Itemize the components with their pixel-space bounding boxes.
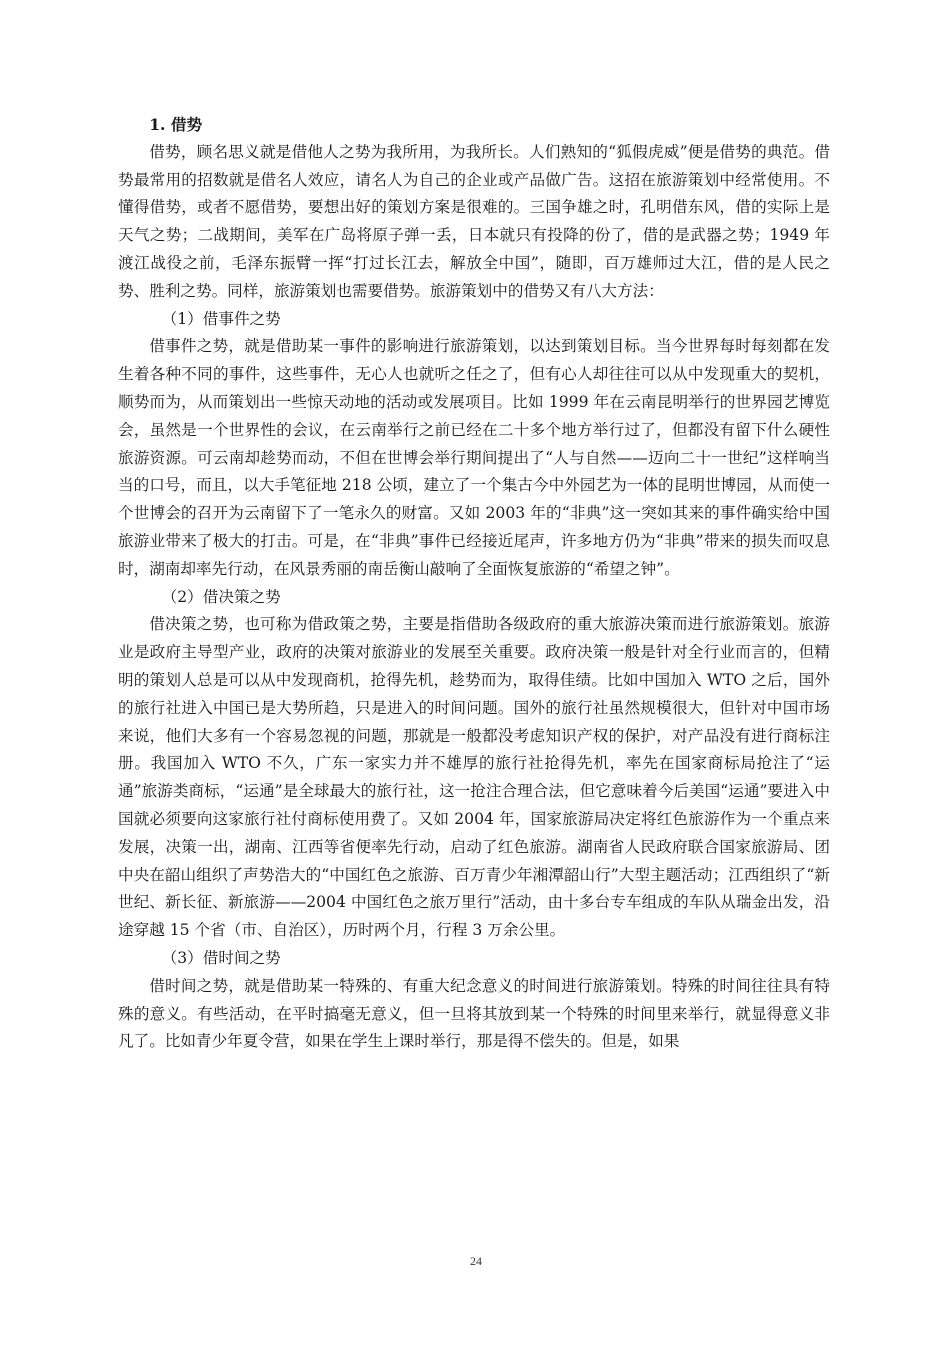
paragraph-event: 借事件之势，就是借助某一事件的影响进行旅游策划，以达到策划目标。当今世界每时每刻都在发生着各种不同的事件，这些事件，无心人也就听之任之了，但有心人却往往可以从中发现重大的契机，顺势而为，从而策划出一些惊天动地的活动或发展项目。比如 1999 年在云南昆明举行的世界园艺博览会，虽然是一个世界性的会议，在云南举行之前已经在二十多个地方举行过了，但都没有留下什么硬性旅游资源。可云南却趁势而动，不但在世博会举行期间提出了“人与自然——迈向二十一世纪”这样响当当的口号，而且，以大手笔征地 218 公顷，建立了一个集古今中外园艺为一体的昆明世博园，从而使一个世博会的召开为云南留下了一笔永久的财富。又如 2003 年的“非典”这一突如其来的事件确实给中国旅游业带来了极大的打击。可是，在“非典”事件已经接近尾声，许多地方仍为“非典”带来的损失而叹息时，湖南却率先行动，在风景秀丽的南岳衡山敲响了全面恢复旅游的“希望之钟”。 xyxy=(118,337,830,578)
subheading-event: （1）借事件之势 xyxy=(161,309,281,328)
paragraph-time: 借时间之势，就是借助某一特殊的、有重大纪念意义的时间进行旅游策划。特殊的时间往往具有特殊的意义。有些活动，在平时搞毫无意义，但一旦将其放到某一个特殊的时间里来举行，就显得意义非凡了。比如青少年夏令营，如果在学生上课时举行，那是得不偿失的。但是，如果 xyxy=(118,976,830,1051)
paragraph-policy: 借决策之势，也可称为借政策之势，主要是指借助各级政府的重大旅游决策而进行旅游策划。旅游业是政府主导型产业，政府的决策对旅游业的发展至关重要。政府决策一般是针对全行业而言的，但精明的策划人总是可以从中发现商机，抢得先机，趁势而为，取得佳绩。比如中国加入 WTO 之后，国外的旅行社进入中国已是大势所趋，只是进入的时间问题。国外的旅行社虽然规模很大，但针对中国市场来说，他们大多有一个容易忽视的问题，那就是一般都没考虑知识产权的保护，对产品没有进行商标注册。我国加入 WTO 不久，广东一家实力并不雄厚的旅行社抢得先机，率先在国家商标局抢注了“运通”旅游类商标，“运通”是全球最大的旅行社，这一抢注合理合法，但它意味着今后美国“运通”要进入中国就必须要向这家旅行社付商标使用费了。又如 2004 年，国家旅游局决定将红色旅游作为一个重点来发展，决策一出，湖南、江西等省便率先行动，启动了红色旅游。湖南省人民政府联合国家旅游局、团中央在韶山组织了声势浩大的“中国红色之旅游、百万青少年湘潭韶山行”大型主题活动；江西组织了“新世纪、新长征、新旅游——2004 中国红色之旅万里行”活动，由十多台专车组成的车队从瑞金出发，沿途穿越 15 个省（市、自治区），历时两个月，行程 3 万余公里。 xyxy=(118,615,830,940)
page-body xyxy=(118,111,830,1056)
paragraph-intro: 借势，顾名思义就是借他人之势为我所用，为我所长。人们熟知的“狐假虎威”便是借势的典范。借势最常用的招数就是借名人效应，请名人为自己的企业或产品做广告。这招在旅游策划中经常使用。不懂得借势，或者不愿借势，要想出好的策划方案是很难的。三国争雄之时，孔明借东风，借的实际上是天气之势；二战期间，美军在广岛将原子弹一丢，日本就只有投降的份了，借的是武器之势；1949 年渡江战役之前，毛泽东振臂一挥“打过长江去，解放全中国”，随即，百万雄师过大江，借的是人民之势、胜利之势。同样，旅游策划也需要借势。旅游策划中的借势又有八大方法： xyxy=(118,142,830,300)
subheading-time: （3）借时间之势 xyxy=(161,948,281,967)
section-title: 1. 借势 xyxy=(149,115,203,134)
page-number: 24 xyxy=(470,1254,482,1268)
subheading-policy: （2）借决策之势 xyxy=(161,587,281,606)
